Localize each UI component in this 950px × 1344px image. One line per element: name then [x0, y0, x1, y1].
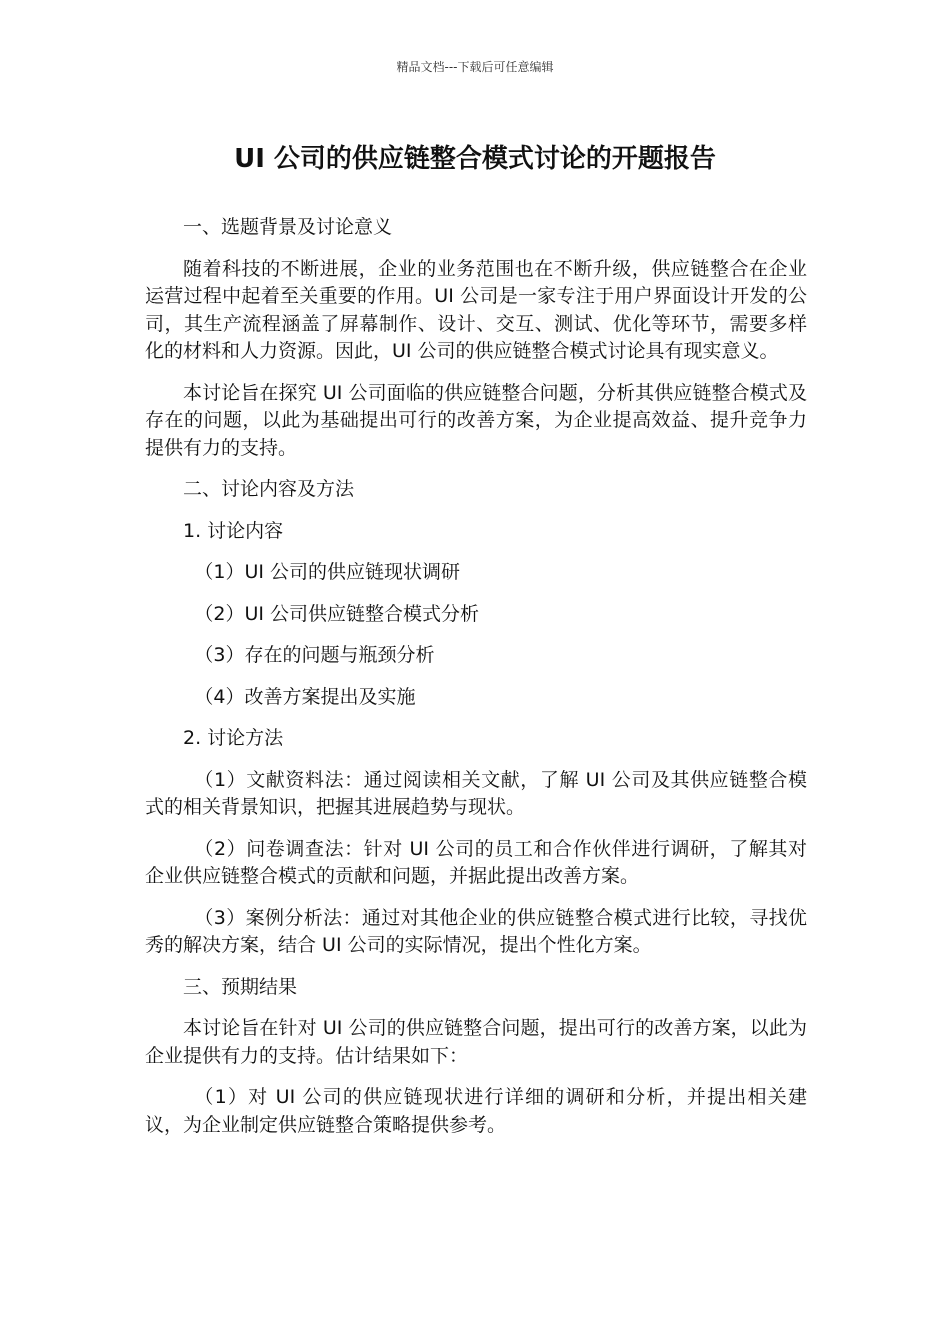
section-1-paragraph-1: 随着科技的不断进展，企业的业务范围也在不断升级，供应链整合在企业运营过程中起着至关重要的作用。UI 公司是一家专注于用户界面设计开发的公司，其生产流程涵盖了屏幕制作、设计、交互、测试、优化等环节，需要多样化的材料和人力资源。因此，UI 公司的供应链整合模式讨论具有现实意义。 — [145, 257, 807, 362]
section-2-subheading-content: 1. 讨论内容 — [183, 519, 284, 542]
content-item: （3）存在的问题与瓶颈分析 — [194, 644, 435, 666]
content-item: （1）UI 公司的供应链现状调研 — [194, 561, 461, 583]
section-1-heading: 一、选题背景及讨论意义 — [183, 216, 393, 238]
section-3-heading: 三、预期结果 — [183, 975, 298, 998]
result-item: （1）对 UI 公司的供应链现状进行详细的调研和分析，并提出相关建议，为企业制定供应链整合策略提供参考。 — [145, 1086, 807, 1136]
section-1-paragraph-2: 本讨论旨在探究 UI 公司面临的供应链整合问题，分析其供应链整合模式及存在的问题，以此为基础提出可行的改善方案，为企业提高效益、提升竞争力提供有力的支持。 — [145, 381, 807, 459]
method-item: （1）文献资料法：通过阅读相关文献，了解 UI 公司及其供应链整合模式的相关背景知识，把握其进展趋势与现状。 — [145, 768, 807, 818]
content-item: （2）UI 公司供应链整合模式分析 — [194, 602, 480, 625]
section-2-heading: 二、讨论内容及方法 — [183, 478, 355, 500]
header-note: 精品文档---下载后可任意编辑 — [396, 60, 554, 74]
document-body — [145, 214, 807, 1153]
section-2-subheading-methods: 2. 讨论方法 — [183, 727, 284, 749]
section-3-paragraph-1: 本讨论旨在针对 UI 公司的供应链整合问题，提出可行的改善方案，以此为企业提供有力的支持。估计结果如下： — [145, 1017, 807, 1067]
content-item: （4）改善方案提出及实施 — [194, 685, 416, 708]
document-title: UI 公司的供应链整合模式讨论的开题报告 — [234, 144, 716, 174]
method-item: （3）案例分析法：通过对其他企业的供应链整合模式进行比较，寻找优秀的解决方案，结合 UI 公司的实际情况，提出个性化方案。 — [145, 906, 807, 956]
method-item: （2）问卷调查法：针对 UI 公司的员工和合作伙伴进行调研，了解其对企业供应链整合模式的贡献和问题，并据此提出改善方案。 — [145, 837, 807, 887]
